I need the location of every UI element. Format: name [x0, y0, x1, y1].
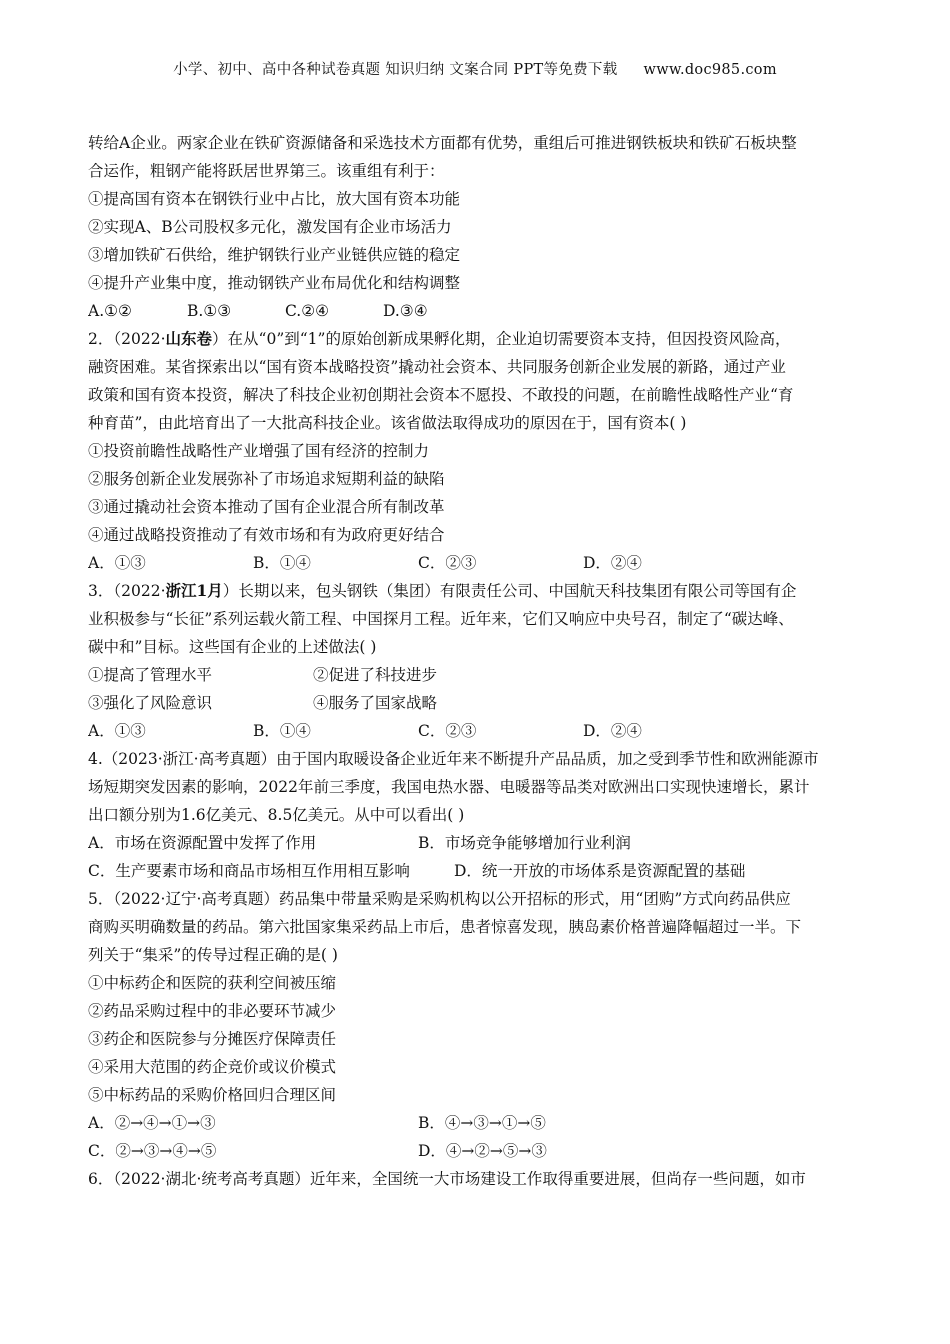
question-6 — [88, 1165, 878, 1193]
q3-options — [88, 717, 878, 745]
page-header — [0, 58, 950, 79]
header-text: 小学、初中、高中各种试卷真题 知识归纳 文案合同 PPT等免费下载 — [173, 62, 618, 78]
q2-item: ②服务创新企业发展弥补了市场追求短期利益的缺陷 — [88, 470, 445, 488]
q3-source-bold: 浙江1月 — [165, 581, 223, 600]
q5-item: ④采用大范围的药企竞价或议价模式 — [88, 1058, 337, 1076]
q3-option-c[interactable]: C．②③ — [418, 722, 477, 740]
q2-source-bold: 山东卷 — [165, 329, 213, 348]
question-3 — [88, 577, 878, 745]
q3-stem-line — [88, 577, 878, 605]
q5-option-b[interactable]: B．④→③→①→⑤ — [418, 1114, 546, 1132]
q1-option-d[interactable]: D.③④ — [383, 302, 428, 320]
q1-item: ②实现A、B公司股权多元化，激发国有企业市场活力 — [88, 218, 452, 236]
q4-text-line: 4.（2023·浙江·高考真题）由于国内取暖设备企业近年来不断提升产品品质，加之受到季节性和欧洲能源市 — [88, 750, 819, 768]
q3-item: ②促进了科技进步 — [313, 666, 438, 684]
q5-item: ②药品采购过程中的非必要环节减少 — [88, 1002, 337, 1020]
q2-stem-text: 在从“0”到“1”的原始创新成果孵化期，企业迫切需要资本支持，但因投资风险高， — [227, 330, 791, 348]
q2-option-a[interactable]: A．①③ — [88, 554, 146, 572]
q2-item: ③通过撬动社会资本推动了国有企业混合所有制改革 — [88, 498, 445, 516]
question-1 — [88, 129, 878, 325]
q3-item: ④服务了国家战略 — [313, 694, 438, 712]
q2-text-line: 融资困难。某省探索出以“国有资本战略投资”撬动社会资本、共同服务创新企业发展的新路，通过产业 — [88, 358, 786, 376]
q2-number: 2． — [88, 330, 114, 348]
q4-option-b[interactable]: B．市场竞争能够增加行业利润 — [418, 834, 631, 852]
q2-option-d[interactable]: D．②④ — [583, 554, 642, 572]
header-site[interactable]: www.doc985.com — [643, 62, 777, 78]
q4-text-line: 出口额分别为1.6亿美元、8.5亿美元。从中可以看出( ) — [88, 806, 465, 824]
q1-option-a[interactable]: A.①② — [88, 302, 132, 320]
q2-option-b[interactable]: B．①④ — [253, 554, 311, 572]
q1-item: ①提高国有资本在钢铁行业中占比，放大国有资本功能 — [88, 190, 461, 208]
q2-item: ④通过战略投资推动了有效市场和有为政府更好结合 — [88, 526, 445, 544]
q2-option-c[interactable]: C．②③ — [418, 554, 477, 572]
q5-item: ⑤中标药品的采购价格回归合理区间 — [88, 1086, 337, 1104]
q5-options-row — [88, 1109, 878, 1137]
question-4 — [88, 745, 878, 885]
q3-items-row — [88, 661, 878, 689]
q3-source: （2022·浙江1月） — [113, 581, 239, 600]
question-5 — [88, 885, 878, 1165]
q1-option-b[interactable]: B.①③ — [187, 302, 232, 320]
q6-text-line: 6．（2022·湖北·统考高考真题）近年来，全国统一大市场建设工作取得重要进展，但尚存一些问题，如市 — [88, 1170, 806, 1188]
q3-text-line: 碳中和”目标。这些国有企业的上述做法( ) — [88, 638, 377, 656]
q3-item: ③强化了风险意识 — [88, 694, 213, 712]
q5-text-line: 商购买明确数量的药品。第六批国家集采药品上市后，患者惊喜发现，胰岛素价格普遍降幅超过一半。下 — [88, 918, 802, 936]
q2-stem-line — [88, 325, 878, 353]
q2-item: ①投资前瞻性战略性产业增强了国有经济的控制力 — [88, 442, 430, 460]
q5-option-a[interactable]: A．②→④→①→③ — [88, 1114, 216, 1132]
q3-stem-text: 长期以来，包头钢铁（集团）有限责任公司、中国航天科技集团有限公司等国有企 — [238, 582, 797, 600]
q2-source: （2022·山东卷） — [113, 329, 228, 348]
question-2 — [88, 325, 878, 577]
q3-option-b[interactable]: B．①④ — [253, 722, 311, 740]
q3-text-line: 业积极参与“长征”系列运载火箭工程、中国探月工程。近年来，它们又响应中央号召，制定了“碳达峰、 — [88, 610, 794, 628]
q3-number: 3． — [88, 582, 114, 600]
q3-option-d[interactable]: D．②④ — [583, 722, 642, 740]
q5-item: ③药企和医院参与分摊医疗保障责任 — [88, 1030, 337, 1048]
q2-text-line: 种育苗”，由此培育出了一大批高科技企业。该省做法取得成功的原因在于，国有资本( ) — [88, 414, 687, 432]
q5-options-row — [88, 1137, 878, 1165]
q5-text-line: 5．（2022·辽宁·高考真题）药品集中带量采购是采购机构以公开招标的形式，用“团购”方式向药品供应 — [88, 890, 791, 908]
q3-item: ①提高了管理水平 — [88, 666, 213, 684]
q5-option-c[interactable]: C．②→③→④→⑤ — [88, 1142, 217, 1160]
q2-text-line: 政策和国有资本投资，解决了科技企业初创期社会资本不愿投、不敢投的问题，在前瞻性战略性产业“育 — [88, 386, 794, 404]
q1-item: ④提升产业集中度，推动钢铁产业布局优化和结构调整 — [88, 274, 461, 292]
q3-option-a[interactable]: A．①③ — [88, 722, 146, 740]
q5-item: ①中标药企和医院的获利空间被压缩 — [88, 974, 337, 992]
q1-option-c[interactable]: C.②④ — [285, 302, 330, 320]
q3-items-row — [88, 689, 878, 717]
document-body — [88, 129, 878, 1193]
q1-text-line: 合运作，粗钢产能将跃居世界第三。该重组有利于： — [88, 162, 445, 180]
q4-option-c[interactable]: C．生产要素市场和商品市场相互作用相互影响 — [88, 862, 410, 880]
q1-text-line: 转给A企业。两家企业在铁矿资源储备和采选技术方面都有优势，重组后可推进钢铁板块和铁矿石板块整 — [88, 134, 797, 152]
q5-text-line: 列关于“集采”的传导过程正确的是( ) — [88, 946, 338, 964]
q5-option-d[interactable]: D．④→②→⑤→③ — [418, 1142, 547, 1160]
q4-options-row — [88, 829, 878, 857]
q4-text-line: 场短期突发因素的影响，2022年前三季度，我国电热水器、电暖器等品类对欧洲出口实现快速增长，累计 — [88, 778, 810, 796]
q4-option-a[interactable]: A．市场在资源配置中发挥了作用 — [88, 834, 317, 852]
q1-item: ③增加铁矿石供给，维护钢铁行业产业链供应链的稳定 — [88, 246, 461, 264]
q4-option-d[interactable]: D．统一开放的市场体系是资源配置的基础 — [454, 862, 746, 880]
q1-options — [88, 297, 878, 325]
q4-options-row — [88, 857, 878, 885]
q2-options — [88, 549, 878, 577]
